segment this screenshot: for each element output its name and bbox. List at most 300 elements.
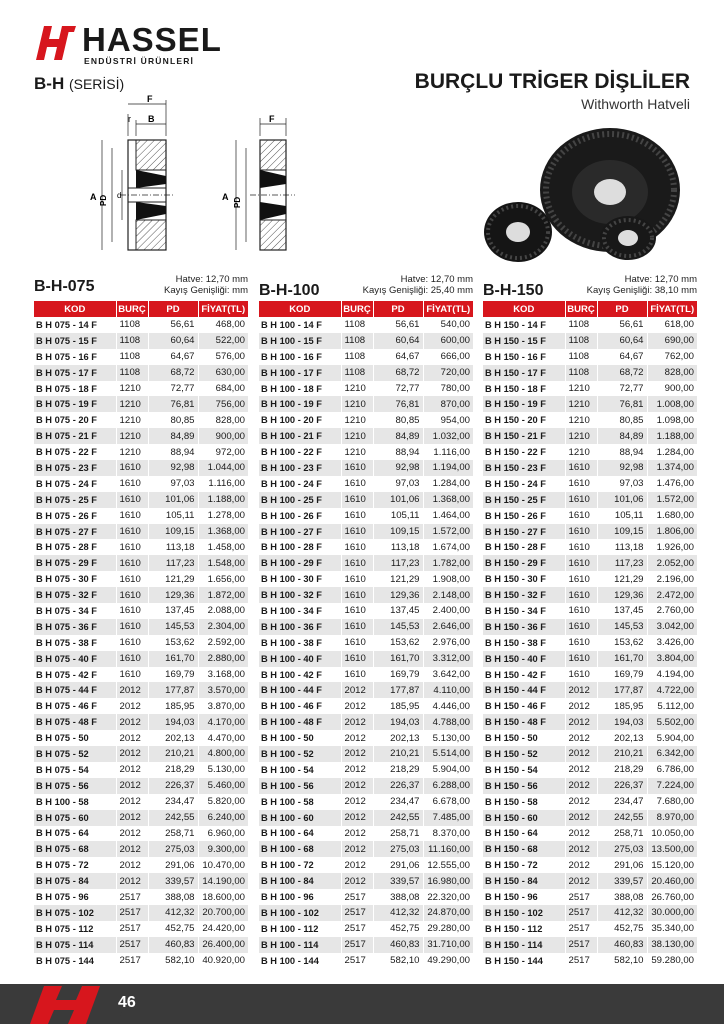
cell-pd: 80,85 [373,412,423,428]
table-row [259,826,473,842]
cell-pd: 291,06 [373,857,423,873]
cell-burc: 2012 [565,794,597,810]
price-table [483,301,697,969]
cell-kod: B H 150 - 19 F [483,396,565,412]
cell-kod: B H 100 - 68 [259,841,341,857]
cell-burc: 1610 [116,492,148,508]
cell-pd: 129,36 [597,587,647,603]
table-title: B-H-075 [34,278,95,295]
cell-burc: 1210 [341,381,373,397]
cell-kod: B H 075 - 48 F [34,714,116,730]
table-row [34,921,248,937]
table-row [483,492,697,508]
cell-kod: B H 075 - 144 [34,953,116,969]
cell-pd: 60,64 [597,333,647,349]
table-row [34,714,248,730]
col-pd: PD [373,301,423,317]
cell-pd: 226,37 [597,778,647,794]
table-row [34,444,248,460]
cell-burc: 1108 [565,317,597,333]
cell-fiyat: 22.320,00 [423,889,473,905]
cell-burc: 1610 [341,539,373,555]
cell-burc: 1610 [116,651,148,667]
cell-fiyat: 1.116,00 [198,476,248,492]
table-row [259,476,473,492]
table-row [34,603,248,619]
cell-kod: B H 150 - 17 F [483,365,565,381]
cell-burc: 2012 [565,810,597,826]
table-row [259,508,473,524]
cell-pd: 109,15 [148,524,198,540]
table-row [34,857,248,873]
cell-pd: 234,47 [373,794,423,810]
table-row [483,365,697,381]
table-row [34,381,248,397]
cell-fiyat: 954,00 [423,412,473,428]
cell-burc: 1610 [116,667,148,683]
cell-fiyat: 2.592,00 [198,635,248,651]
cell-burc: 2012 [341,841,373,857]
cell-fiyat: 30.000,00 [647,905,697,921]
cell-kod: B H 075 - 18 F [34,381,116,397]
cell-kod: B H 150 - 38 F [483,635,565,651]
cell-pd: 56,61 [597,317,647,333]
cell-burc: 1108 [341,333,373,349]
cell-kod: B H 075 - 44 F [34,682,116,698]
cell-burc: 1610 [116,508,148,524]
cell-kod: B H 150 - 22 F [483,444,565,460]
cell-fiyat: 5.130,00 [423,730,473,746]
cell-burc: 1210 [116,428,148,444]
cell-pd: 226,37 [373,778,423,794]
cell-pd: 92,98 [597,460,647,476]
cell-pd: 161,70 [597,651,647,667]
label-f-1: F [147,94,153,104]
cell-burc: 2012 [565,730,597,746]
cell-pd: 185,95 [148,698,198,714]
table-row [259,635,473,651]
hatve: Hatve: 12,70 mm [624,274,697,285]
table-title: B-H-100 [259,282,320,299]
cell-pd: 137,45 [597,603,647,619]
table-row [483,698,697,714]
cell-burc: 2012 [341,730,373,746]
cell-kod: B H 100 - 22 F [259,444,341,460]
table-row [259,365,473,381]
cell-fiyat: 1.098,00 [647,412,697,428]
cell-fiyat: 6.240,00 [198,810,248,826]
cell-fiyat: 5.112,00 [647,698,697,714]
cell-fiyat: 1.926,00 [647,539,697,555]
cell-burc: 1610 [341,619,373,635]
cell-kod: B H 100 - 44 F [259,682,341,698]
cell-fiyat: 5.460,00 [198,778,248,794]
cell-pd: 84,89 [597,428,647,444]
cell-fiyat: 4.194,00 [647,667,697,683]
cell-pd: 105,11 [148,508,198,524]
table-row [259,905,473,921]
cell-burc: 1108 [565,349,597,365]
cell-kod: B H 100 - 14 F [259,317,341,333]
table-row [34,794,248,810]
cell-pd: 169,79 [373,667,423,683]
cell-fiyat: 15.120,00 [647,857,697,873]
genislik-value: mm [232,285,248,296]
cell-burc: 2012 [116,826,148,842]
table-row [34,571,248,587]
cell-burc: 1108 [565,333,597,349]
technical-drawing [70,90,310,270]
cell-kod: B H 100 - 54 [259,762,341,778]
table-row [259,873,473,889]
cell-fiyat: 522,00 [198,333,248,349]
cell-pd: 185,95 [373,698,423,714]
cell-pd: 226,37 [148,778,198,794]
cell-burc: 1610 [341,492,373,508]
cell-fiyat: 9.300,00 [198,841,248,857]
cell-pd: 101,06 [597,492,647,508]
cell-burc: 2517 [341,921,373,937]
cell-pd: 117,23 [597,555,647,571]
table-title: B-H-150 [483,282,544,299]
cell-kod: B H 100 - 40 F [259,651,341,667]
table-row [259,698,473,714]
cell-burc: 1210 [116,381,148,397]
table-row [483,857,697,873]
cell-pd: 258,71 [373,826,423,842]
table-row [259,746,473,762]
cell-kod: B H 100 - 102 [259,905,341,921]
table-row [34,365,248,381]
cell-kod: B H 075 - 68 [34,841,116,857]
table-meta [363,274,473,296]
cell-burc: 1610 [565,555,597,571]
cell-burc: 1210 [565,412,597,428]
cell-fiyat: 38.130,00 [647,937,697,953]
col-burc: BURÇ [565,301,597,317]
cell-burc: 1610 [116,603,148,619]
table-row [34,762,248,778]
cell-kod: B H 100 - 28 F [259,539,341,555]
table-row [34,428,248,444]
cell-fiyat: 4.110,00 [423,682,473,698]
table-row [483,428,697,444]
table-row [259,555,473,571]
cell-pd: 582,10 [597,953,647,969]
cell-kod: B H 150 - 40 F [483,651,565,667]
cell-pd: 64,67 [148,349,198,365]
cell-fiyat: 720,00 [423,365,473,381]
cell-kod: B H 075 - 28 F [34,539,116,555]
table-row [483,396,697,412]
cell-kod: B H 100 - 72 [259,857,341,873]
cell-fiyat: 1.116,00 [423,444,473,460]
cell-pd: 185,95 [597,698,647,714]
cell-kod: B H 150 - 112 [483,921,565,937]
table-row [483,889,697,905]
cell-burc: 1610 [565,539,597,555]
cell-fiyat: 1.572,00 [647,492,697,508]
cell-pd: 177,87 [597,682,647,698]
cell-pd: 242,55 [597,810,647,826]
cell-fiyat: 8.370,00 [423,826,473,842]
cell-fiyat: 4.800,00 [198,746,248,762]
cell-pd: 105,11 [597,508,647,524]
cell-kod: B H 150 - 46 F [483,698,565,714]
cell-burc: 2012 [341,714,373,730]
cell-kod: B H 100 - 34 F [259,603,341,619]
cell-pd: 202,13 [148,730,198,746]
cell-kod: B H 075 - 14 F [34,317,116,333]
cell-kod: B H 100 - 38 F [259,635,341,651]
cell-fiyat: 3.570,00 [198,682,248,698]
cell-pd: 161,70 [148,651,198,667]
cell-kod: B H 075 - 96 [34,889,116,905]
cell-pd: 161,70 [373,651,423,667]
table-row [259,889,473,905]
cell-burc: 1610 [116,460,148,476]
cell-kod: B H 075 - 21 F [34,428,116,444]
cell-burc: 1610 [116,555,148,571]
cell-burc: 2517 [116,937,148,953]
cell-kod: B H 100 - 16 F [259,349,341,365]
cell-kod: B H 100 - 56 [259,778,341,794]
cell-fiyat: 1.374,00 [647,460,697,476]
cell-burc: 1610 [116,539,148,555]
cell-burc: 2517 [565,953,597,969]
table-row [259,619,473,635]
cell-fiyat: 7.485,00 [423,810,473,826]
cell-fiyat: 5.904,00 [423,762,473,778]
cell-burc: 1610 [341,508,373,524]
cell-pd: 339,57 [373,873,423,889]
cell-pd: 153,62 [148,635,198,651]
genislik-value: 25,40 mm [430,285,473,296]
cell-burc: 1610 [116,635,148,651]
cell-burc: 2517 [341,889,373,905]
cell-burc: 1610 [565,492,597,508]
cell-kod: B H 100 - 58 [34,794,116,810]
cell-pd: 452,75 [597,921,647,937]
cell-burc: 2012 [341,698,373,714]
cell-fiyat: 3.426,00 [647,635,697,651]
cell-fiyat: 20.460,00 [647,873,697,889]
cell-fiyat: 10.470,00 [198,857,248,873]
cell-pd: 202,13 [373,730,423,746]
cell-pd: 60,64 [148,333,198,349]
cell-fiyat: 3.804,00 [647,651,697,667]
cell-pd: 121,29 [373,571,423,587]
cell-fiyat: 3.168,00 [198,667,248,683]
cell-burc: 2012 [341,778,373,794]
cell-fiyat: 59.280,00 [647,953,697,969]
cell-fiyat: 26.400,00 [198,937,248,953]
cell-fiyat: 7.680,00 [647,794,697,810]
cell-fiyat: 900,00 [647,381,697,397]
table-row [483,714,697,730]
table-row [34,539,248,555]
cell-burc: 2517 [565,889,597,905]
cell-kod: B H 150 - 50 [483,730,565,746]
cell-burc: 1210 [116,412,148,428]
cell-burc: 1610 [116,571,148,587]
cell-pd: 109,15 [597,524,647,540]
cell-fiyat: 16.980,00 [423,873,473,889]
cell-kod: B H 150 - 96 [483,889,565,905]
cell-pd: 258,71 [148,826,198,842]
cell-burc: 1108 [565,365,597,381]
cell-kod: B H 100 - 58 [259,794,341,810]
cell-burc: 2517 [341,937,373,953]
cell-pd: 97,03 [597,476,647,492]
cell-pd: 339,57 [597,873,647,889]
col-kod: KOD [259,301,341,317]
table-row [483,460,697,476]
cell-burc: 1210 [565,381,597,397]
cell-pd: 218,29 [373,762,423,778]
cell-kod: B H 150 - 48 F [483,714,565,730]
series-code: B-H [34,74,65,93]
table-row [259,349,473,365]
cell-burc: 2012 [116,746,148,762]
cell-fiyat: 3.870,00 [198,698,248,714]
cell-fiyat: 756,00 [198,396,248,412]
cell-kod: B H 075 - 15 F [34,333,116,349]
table-row [259,333,473,349]
cell-kod: B H 075 - 29 F [34,555,116,571]
cell-kod: B H 100 - 50 [259,730,341,746]
cell-kod: B H 150 - 29 F [483,555,565,571]
table-row [483,841,697,857]
cell-fiyat: 2.472,00 [647,587,697,603]
cell-fiyat: 1.278,00 [198,508,248,524]
cell-burc: 1108 [341,317,373,333]
cell-fiyat: 618,00 [647,317,697,333]
cell-kod: B H 150 - 36 F [483,619,565,635]
cell-burc: 2012 [116,762,148,778]
cell-burc: 2012 [116,682,148,698]
cell-burc: 2012 [116,714,148,730]
cell-kod: B H 075 - 24 F [34,476,116,492]
table-row [34,317,248,333]
cell-burc: 2012 [565,778,597,794]
cell-burc: 1610 [565,460,597,476]
cell-fiyat: 14.190,00 [198,873,248,889]
table-row [34,746,248,762]
cell-kod: B H 150 - 18 F [483,381,565,397]
cell-fiyat: 666,00 [423,349,473,365]
cell-fiyat: 4.446,00 [423,698,473,714]
table-row [259,921,473,937]
table-row [259,953,473,969]
cell-fiyat: 780,00 [423,381,473,397]
label-d: d [117,191,122,200]
cell-fiyat: 11.160,00 [423,841,473,857]
cell-pd: 129,36 [373,587,423,603]
cell-pd: 145,53 [373,619,423,635]
cell-pd: 169,79 [148,667,198,683]
cell-burc: 1108 [116,349,148,365]
table-row [34,508,248,524]
cell-kod: B H 100 - 64 [259,826,341,842]
cell-kod: B H 100 - 84 [259,873,341,889]
cell-kod: B H 075 - 22 F [34,444,116,460]
table-row [34,937,248,953]
price-table [34,301,248,969]
cell-burc: 1108 [341,349,373,365]
cell-burc: 2012 [565,857,597,873]
cell-fiyat: 600,00 [423,333,473,349]
cell-kod: B H 075 - 36 F [34,619,116,635]
cell-kod: B H 150 - 54 [483,762,565,778]
col-fiyat: FİYAT(TL) [423,301,473,317]
table-row [483,381,697,397]
cell-burc: 2012 [116,810,148,826]
cell-burc: 2012 [565,826,597,842]
table-row [483,603,697,619]
cell-kod: B H 100 - 42 F [259,667,341,683]
cell-kod: B H 150 - 58 [483,794,565,810]
page-title: BURÇLU TRİGER DİŞLİLER [414,70,690,93]
cell-burc: 2012 [341,826,373,842]
table-row [34,873,248,889]
cell-kod: B H 075 - 42 F [34,667,116,683]
cell-pd: 218,29 [148,762,198,778]
cell-fiyat: 3.642,00 [423,667,473,683]
cell-burc: 2012 [565,682,597,698]
cell-pd: 234,47 [597,794,647,810]
cell-burc: 1610 [341,635,373,651]
table-row [483,682,697,698]
cell-burc: 2012 [565,762,597,778]
table-row [483,539,697,555]
cell-burc: 1610 [565,619,597,635]
cell-fiyat: 690,00 [647,333,697,349]
cell-kod: B H 150 - 26 F [483,508,565,524]
cell-burc: 1610 [341,524,373,540]
cell-pd: 64,67 [597,349,647,365]
cell-pd: 105,11 [373,508,423,524]
cell-kod: B H 075 - 56 [34,778,116,794]
cell-burc: 2517 [116,905,148,921]
page-number: 46 [118,994,136,1011]
table-row [259,396,473,412]
table-row [483,905,697,921]
cell-pd: 210,21 [373,746,423,762]
cell-kod: B H 100 - 36 F [259,619,341,635]
table-row [259,841,473,857]
cell-fiyat: 2.976,00 [423,635,473,651]
cell-fiyat: 29.280,00 [423,921,473,937]
table-row [483,571,697,587]
col-kod: KOD [483,301,565,317]
cell-fiyat: 828,00 [198,412,248,428]
cell-fiyat: 2.088,00 [198,603,248,619]
cell-kod: B H 100 - 15 F [259,333,341,349]
col-burc: BURÇ [341,301,373,317]
table-row [34,698,248,714]
table-bh150 [483,274,697,969]
genislik-value: 38,10 mm [654,285,697,296]
cell-burc: 2012 [565,746,597,762]
cell-pd: 582,10 [373,953,423,969]
cell-burc: 2012 [341,857,373,873]
cell-kod: B H 100 - 30 F [259,571,341,587]
table-row [259,937,473,953]
cell-kod: B H 075 - 46 F [34,698,116,714]
cell-pd: 153,62 [373,635,423,651]
cell-fiyat: 1.572,00 [423,524,473,540]
